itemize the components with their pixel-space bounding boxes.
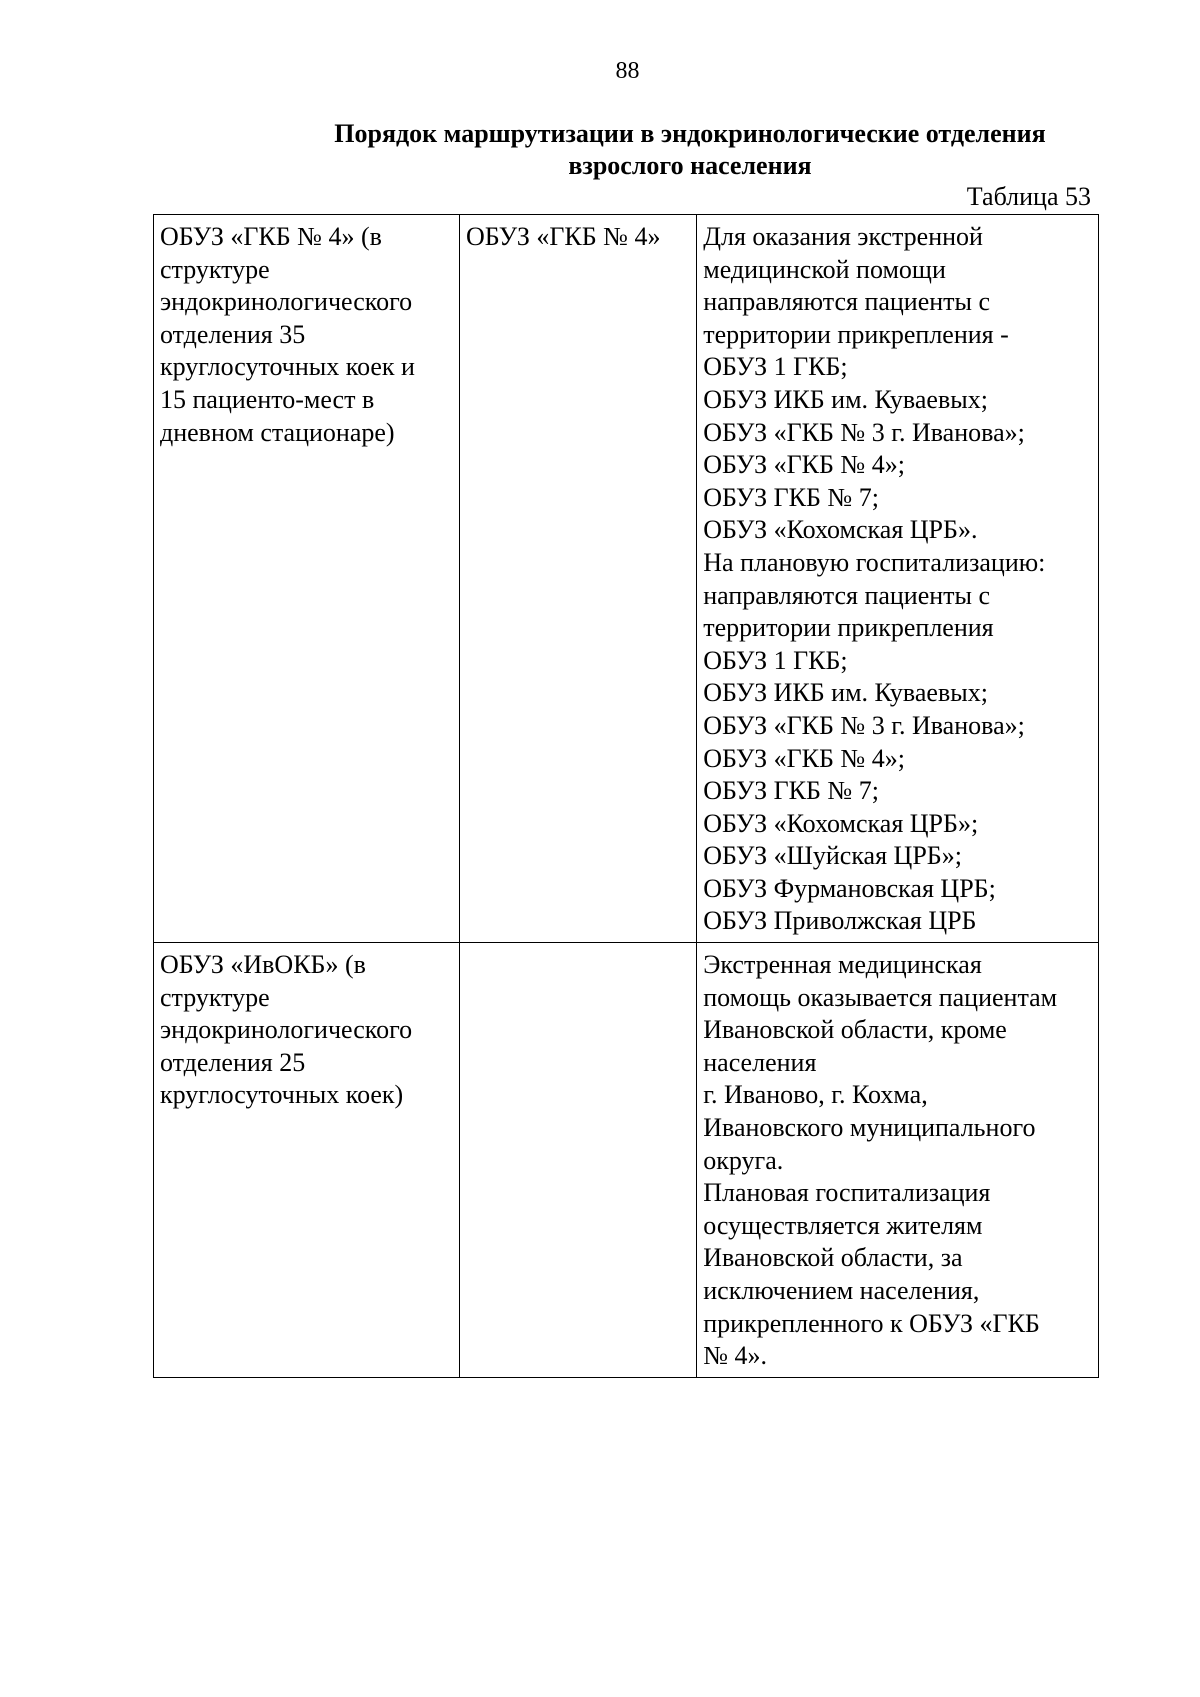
facility-cell-line: круглосуточных коек и (160, 352, 415, 382)
page-number: 88 (615, 58, 640, 84)
description-cell-line: населения (703, 1047, 817, 1077)
description-cell-line: ОБУЗ 1 ГКБ; (703, 352, 848, 382)
description-cell-line: ОБУЗ «ГКБ № 3 г. Иванова»; (703, 710, 1025, 740)
description-cell-line: ОБУЗ ГКБ № 7; (703, 776, 879, 806)
facility-cell-line: дневном стационаре) (160, 417, 395, 447)
description-cell-line: ОБУЗ «ГКБ № 3 г. Иванова»; (703, 417, 1025, 447)
description-cell-line: Плановая госпитализация (703, 1178, 991, 1208)
facility-cell-line: эндокринологического (160, 287, 413, 317)
description-cell-line: Ивановской области, за (703, 1243, 963, 1273)
description-cell-line: ОБУЗ «Кохомская ЦРБ»; (703, 808, 979, 838)
facility-cell-line: структуре (160, 254, 270, 284)
routing-table (153, 214, 1099, 1378)
description-cell-line: На плановую госпитализацию: (703, 547, 1046, 577)
description-cell-line: ОБУЗ 1 ГКБ; (703, 645, 848, 675)
description-cell-line: Экстренная медицинская (703, 950, 982, 980)
facility-cell (154, 215, 460, 943)
description-cell-line: округа. (703, 1145, 784, 1175)
institution-cell (459, 943, 696, 1378)
facility-cell-line: отделения 25 (160, 1047, 306, 1077)
description-cell-line: медицинской помощи (703, 254, 946, 284)
institution-cell (459, 215, 696, 943)
table-label: Таблица 53 (966, 182, 1091, 211)
description-cell-line: ОБУЗ ИКБ им. Куваевых; (703, 678, 988, 708)
description-cell-line: ОБУЗ «ГКБ № 4»; (703, 450, 905, 480)
facility-cell-line: ОБУЗ «ИвОКБ» (в (160, 950, 366, 980)
description-cell-line: ОБУЗ Фурмановская ЦРБ; (703, 873, 996, 903)
description-cell-line: ОБУЗ ГКБ № 7; (703, 482, 879, 512)
description-cell-line: Ивановской области, кроме (703, 1015, 1007, 1045)
facility-cell-line: структуре (160, 982, 270, 1012)
description-cell-line: исключением населения, (703, 1276, 980, 1305)
description-cell-line: территории прикрепления (703, 613, 994, 643)
description-cell-line: осуществляется жителям (703, 1210, 983, 1240)
facility-cell-line: круглосуточных коек) (160, 1080, 404, 1110)
description-cell-line: Для оказания экстренной (703, 222, 983, 251)
description-cell-line: г. Иваново, г. Кохма, (703, 1080, 928, 1110)
institution-cell-line: ОБУЗ «ГКБ № 4» (465, 222, 661, 251)
description-cell-line: ОБУЗ «Кохомская ЦРБ». (703, 515, 978, 545)
description-cell-line: помощь оказывается пациентам (703, 982, 1058, 1012)
description-cell-line: Ивановского муниципального (703, 1113, 1036, 1143)
description-cell (697, 943, 1099, 1378)
description-cell-line: ОБУЗ «Шуйская ЦРБ»; (703, 841, 962, 871)
routing-table-body (154, 215, 1099, 1378)
description-cell-line: направляются пациенты с (703, 580, 991, 610)
title-line-1: Порядок маршрутизации в эндокринологические отделения (334, 119, 1046, 148)
description-cell (697, 215, 1099, 943)
description-cell-line: ОБУЗ Приволжская ЦРБ (703, 906, 977, 936)
facility-cell-line: 15 пациенто-мест в (160, 384, 375, 414)
description-cell-line: № 4». (703, 1341, 768, 1371)
page-title (140, 118, 1200, 182)
description-cell-line: ОБУЗ ИКБ им. Куваевых; (703, 384, 988, 414)
facility-cell-line: отделения 35 (160, 319, 306, 349)
description-cell-line: территории прикрепления - (703, 319, 1009, 349)
title-line-2: взрослого населения (568, 151, 812, 180)
facility-cell-line: эндокринологического (160, 1015, 413, 1045)
description-cell-line: прикрепленного к ОБУЗ «ГКБ (703, 1308, 1040, 1338)
table-row (154, 215, 1099, 943)
facility-cell (154, 943, 460, 1378)
description-cell-line: направляются пациенты с (703, 287, 991, 317)
description-cell-line: ОБУЗ «ГКБ № 4»; (703, 743, 905, 773)
table-row (154, 943, 1099, 1378)
facility-cell-line: ОБУЗ «ГКБ № 4» (в (160, 222, 382, 251)
